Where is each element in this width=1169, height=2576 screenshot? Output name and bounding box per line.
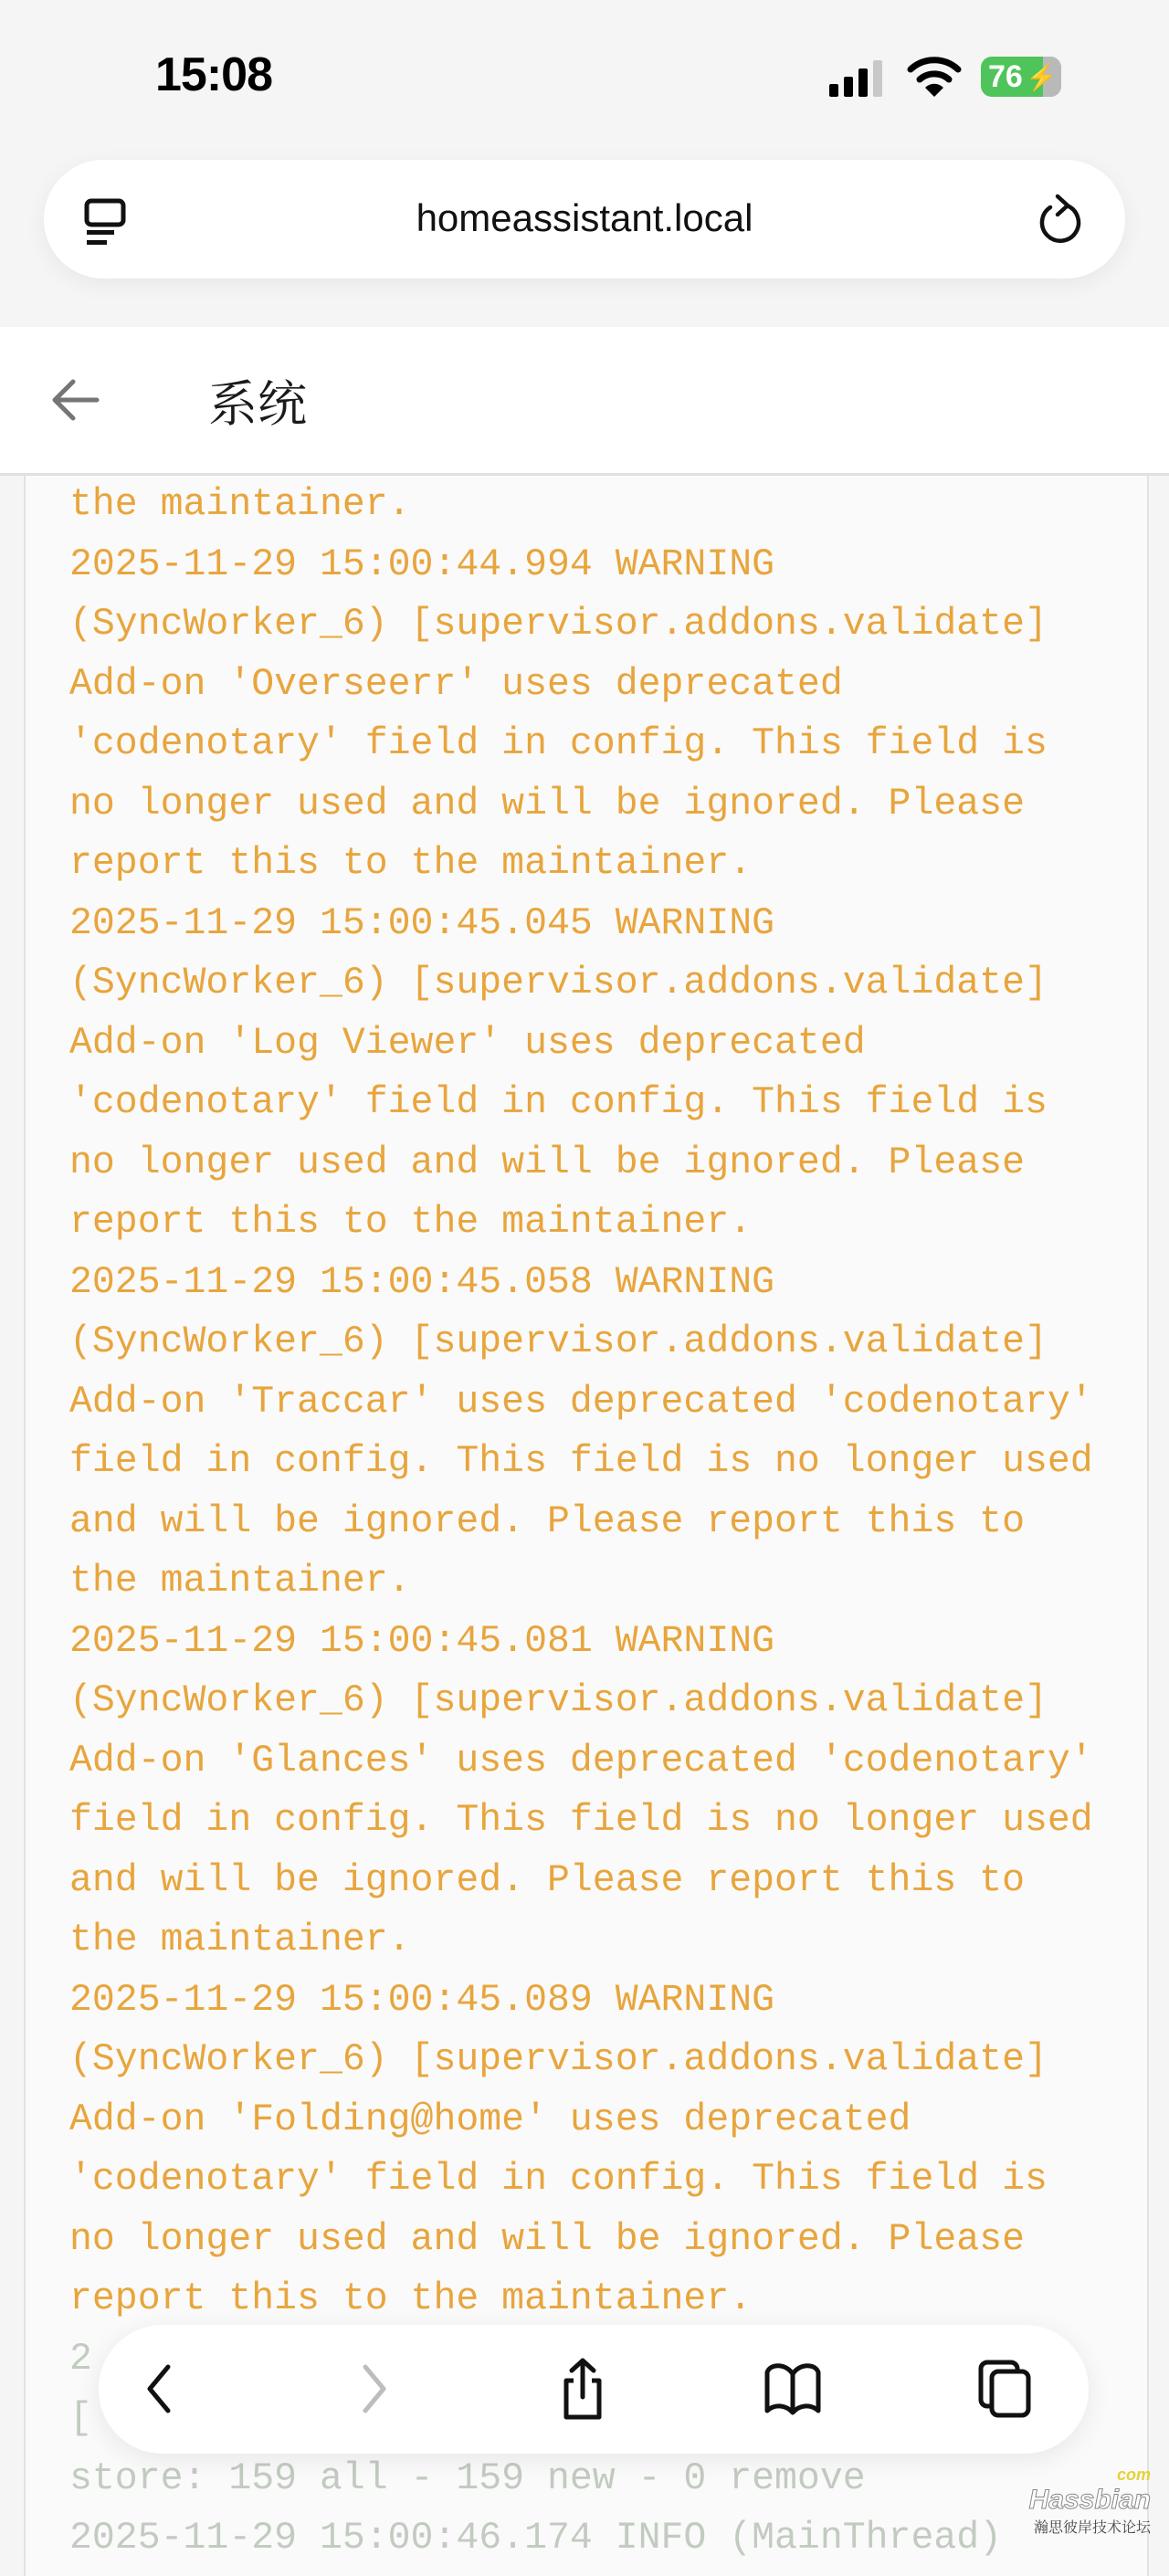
log-line: and will be ignored. Please report this to	[69, 1858, 1025, 1902]
page-header	[0, 327, 1169, 476]
log-line: 2025-11-29 15:00:45.089 WARNING	[69, 1978, 775, 2022]
battery-indicator	[981, 57, 1061, 97]
log-line: no longer used and will be ignored. Please	[69, 2217, 1025, 2261]
url-text[interactable]: homeassistant.local	[416, 196, 753, 239]
back-button[interactable]	[126, 2356, 192, 2422]
share-button[interactable]	[550, 2356, 616, 2422]
log-line: 'codenotary' field in config. This field is	[69, 1081, 1048, 1124]
log-line: store: 159 all - 159 new - 0 remove	[69, 2456, 866, 2500]
log-viewer[interactable]	[24, 476, 1149, 2576]
log-line: (SyncWorker_6) [supervisor.addons.validate]	[69, 962, 1048, 1004]
log-line: the maintainer.	[69, 1560, 411, 1603]
share-icon	[555, 2357, 610, 2421]
charging-bolt-icon: ⚡	[1026, 63, 1058, 91]
log-line: Add-on 'Log Viewer' uses deprecated	[69, 1021, 866, 1065]
tabs-icon	[977, 2359, 1032, 2419]
log-line: 2025-11-29 15:00:45.081 WARNING	[69, 1619, 775, 1663]
chevron-right-icon	[356, 2361, 393, 2416]
log-line: Add-on 'Overseerr' uses deprecated	[69, 662, 843, 706]
watermark: com Hassbian 瀚思彼岸技术论坛	[1028, 2466, 1151, 2536]
log-line: report this to the maintainer.	[69, 842, 753, 885]
log-line: (SyncWorker_6) [supervisor.addons.validate]	[69, 1679, 1048, 1722]
log-line: field in config. This field is no longer used	[69, 1440, 1093, 1483]
address-bar[interactable]	[44, 160, 1125, 279]
log-line: Add-on 'Glances' uses deprecated 'codenotary'	[69, 1739, 1093, 1782]
status-bar	[0, 0, 1169, 146]
log-line: 2025-11-29 15:00:45.058 WARNING	[69, 1260, 775, 1304]
reload-icon[interactable]	[1034, 193, 1085, 247]
log-line: 'codenotary' field in config. This field is	[69, 2158, 1048, 2201]
wifi-icon	[907, 55, 962, 99]
browser-toolbar	[99, 2325, 1089, 2454]
log-line: report this to the maintainer.	[69, 2277, 753, 2320]
log-line: Add-on 'Folding@home' uses deprecated	[69, 2098, 911, 2141]
log-line: 'codenotary' field in config. This field is	[69, 722, 1048, 765]
log-line: 2	[69, 2337, 92, 2381]
log-line: 2025-11-29 15:00:44.994 WARNING	[69, 542, 775, 586]
log-line: 2025-11-29 15:00:46.174 INFO (MainThread)	[69, 2517, 1003, 2560]
log-line: the maintainer.	[69, 1919, 411, 1961]
battery-level: 76	[988, 59, 1023, 94]
chevron-left-icon	[141, 2361, 177, 2416]
log-line: the maintainer.	[69, 483, 411, 526]
log-line: 2025-11-29 15:00:45.045 WARNING	[69, 901, 775, 945]
log-line: field in config. This field is no longer used	[69, 1799, 1093, 1842]
book-icon	[763, 2361, 823, 2416]
log-line: [	[69, 2397, 92, 2440]
log-line: Add-on 'Traccar' uses deprecated 'codenotary'	[69, 1380, 1093, 1424]
cellular-signal-icon	[829, 60, 888, 97]
log-line: (SyncWorker_6) [supervisor.addons.validate]	[69, 603, 1048, 646]
bookmarks-button[interactable]	[760, 2356, 826, 2422]
log-line: no longer used and will be ignored. Please	[69, 1141, 1025, 1184]
log-line: and will be ignored. Please report this to	[69, 1499, 1025, 1543]
tabs-button[interactable]	[972, 2356, 1037, 2422]
page-title: 系统	[208, 377, 307, 432]
forward-button[interactable]	[342, 2356, 407, 2422]
log-line: report this to the maintainer.	[69, 1201, 753, 1244]
log-line: no longer used and will be ignored. Please	[69, 782, 1025, 825]
back-arrow-icon[interactable]	[47, 373, 102, 427]
log-line: (SyncWorker_6) [supervisor.addons.validate]	[69, 2038, 1048, 2081]
log-content	[69, 475, 1093, 2569]
status-time: 15:08	[155, 48, 272, 101]
log-line: (SyncWorker_6) [supervisor.addons.validate]	[69, 1320, 1048, 1363]
